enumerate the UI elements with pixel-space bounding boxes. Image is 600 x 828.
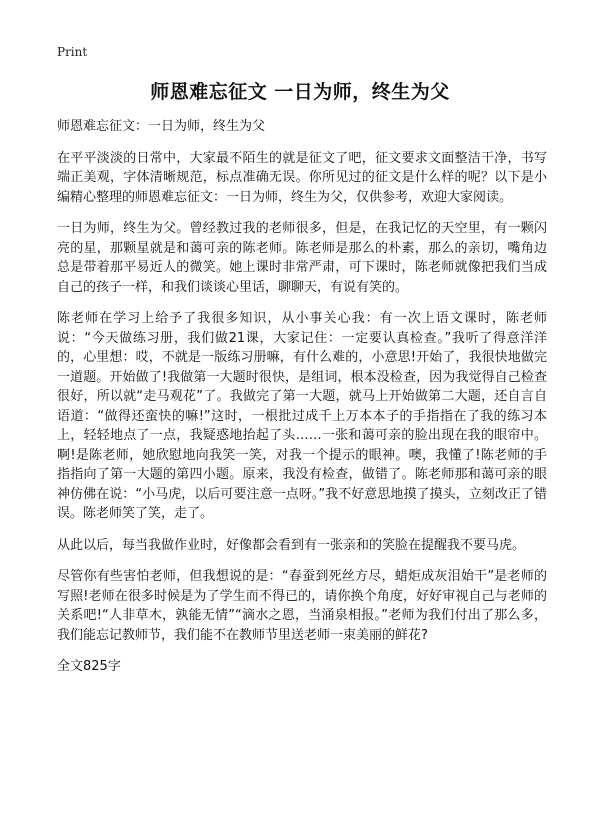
- paragraph-classroom-story: 陈老师在学习上给予了我很多知识，从小事关心我：有一次上语文课时，陈老师说：“今天做练习册，我们做21课，大家记住：一定要认真检查。”我听了得意洋洋的，心里想：哎，不就是一版练习册嘛，有什么难的，小意思!开始了，我很快地做完一道题。开始做了!我做第一大题时很快，是组词，根本没检查，因为我觉得自己检查很好，所以就“走马观花”了。我做完了第一大题，就马上开始做第二大题，还自言自语道：“做得还蛮快的嘛!”这时，一根批过成千上万本本子的手指指在了我的练习本上，轻轻地点了一点，我疑惑地抬起了头……一张和蔼可亲的脸出现在我的眼帘中。啊!是陈老师，她欣慰地向我笑一笑，对我一个提示的眼神。噢，我懂了!陈老师的手指指向了第一大题的第四小题。原来，我没有检查，做错了。陈老师那和蔼可亲的眼神仿佛在说：“小马虎，以后可要注意一点呀。”我不好意思地摸了摸头，立刻改正了错误。陈老师笑了笑，走了。: [57, 311, 547, 521]
- print-link[interactable]: Print: [57, 45, 88, 59]
- article-title: 师恩难忘征文 一日为师，终生为父: [150, 81, 450, 103]
- paragraph-teacher-description: 一日为师，终生为父。曾经教过我的老师很多，但是，在我记忆的天空里，有一颗闪亮的星，那颗星就是和蔼可亲的陈老师。陈老师是那么的朴素，那么的亲切，嘴角边总是带着那平易近人的微笑。她上课时非常严肃，可下课时，陈老师就像把我们当成自己的孩子一样，和我们谈谈心里话，聊聊天，有说有笑的。: [57, 221, 547, 295]
- word-count: 全文825字: [57, 659, 121, 674]
- article-subtitle: 师恩难忘征文：一日为师，终生为父: [57, 119, 266, 134]
- article-body: [57, 117, 547, 689]
- paragraph-intro: 在平平淡淡的日常中，大家最不陌生的就是征文了吧，征文要求文面整洁干净，书写端正美观，字体清晰规范，标点准确无误。你所见过的征文是什么样的呢？以下是小编精心整理的师恩难忘征文：一日为师，终生为父，仅供参考，欢迎大家阅读。: [57, 150, 547, 205]
- paragraph-conclusion: 尽管你有些害怕老师，但我想说的是：“春蚕到死丝方尽，蜡炬成灰泪始干”是老师的写照!老师在很多时候是为了学生而不得已的，请你换个角度，好好审视自己与老师的关系吧!“人非草木，孰能无情”“滴水之恩，当涌泉相报。”老师为我们付出了那么多，我们能忘记教师节，我们能不在教师节里送老师一束美丽的鲜花?: [57, 569, 547, 643]
- paragraph-reflection: 从此以后，每当我做作业时，好像都会看到有一张亲和的笑脸在提醒我不要马虎。: [57, 537, 526, 553]
